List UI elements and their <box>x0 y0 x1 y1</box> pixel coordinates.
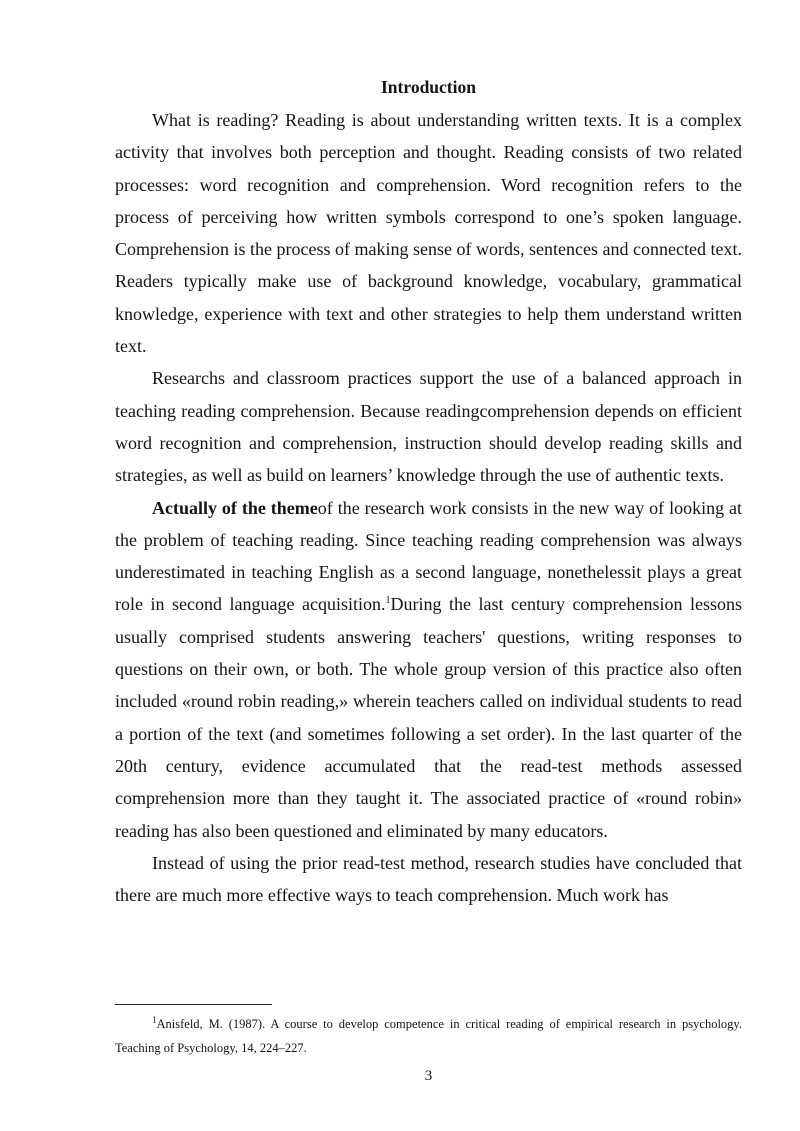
paragraph-3-text-before-ref: of the research work consists in the new way of looking at the problem of teaching reading. Since teaching reading comprehension was always underestimated in teaching English as a second language, nonethelessit plays a great role in second language acquisition. <box>115 497 742 615</box>
page-number: 3 <box>424 1068 433 1084</box>
paragraph-2: Researchs and classroom practices support the use of a balanced approach in teaching reading comprehension. Because readingcomprehension depends on efficient word recognition and comprehension, instruction should develop reading skills and strategies, as well as build on learners’ knowledge through the use of authentic texts. <box>115 368 742 486</box>
body-text <box>115 104 742 911</box>
paragraph-3 <box>115 492 742 847</box>
footnote-text: Anisfeld, M. (1987). A course to develop competence in critical reading of empirical research in psychology. Teaching of Psychology, 14, 224–227. <box>115 1017 742 1055</box>
relevance-bold-lead: Actually of the theme <box>152 497 318 518</box>
footnote-separator <box>115 1004 272 1005</box>
section-heading: Introduction <box>381 77 476 97</box>
paragraph-1: What is reading? Reading is about understanding written texts. It is a complex activity that involves both perception and thought. Reading consists of two related processes: word recognition and comprehension. Word recognition refers to the process of perceiving how written symbols correspond to one’s spoken language. Comprehension is the process of making sense of words, sentences and connected text. Readers typically make use of background knowledge, vocabulary, grammatical knowledge, experience with text and other strategies to help them understand written text. <box>115 110 742 357</box>
paragraph-4: Instead of using the prior read-test method, research studies have concluded that there are much more effective ways to teach comprehension. Much work has <box>115 852 742 906</box>
footnote-marker: 1 <box>152 1015 157 1025</box>
footnote-reference[interactable]: 1 <box>385 595 391 607</box>
paragraph-3-text-after-ref: During the last century comprehension lessons usually comprised students answering teachers' questions, writing responses to questions on their own, or both. The whole group version of this practice also often included «round robin reading,» wherein teachers called on individual students to read a portion of the text (and sometimes following a set order). In the last quarter of the 20th century, evidence accumulated that the read-test methods assessed comprehension more than they taught it. The associated practice of «round robin» reading has also been questioned and eliminated by many educators. <box>115 594 742 841</box>
footnote <box>115 1012 742 1060</box>
